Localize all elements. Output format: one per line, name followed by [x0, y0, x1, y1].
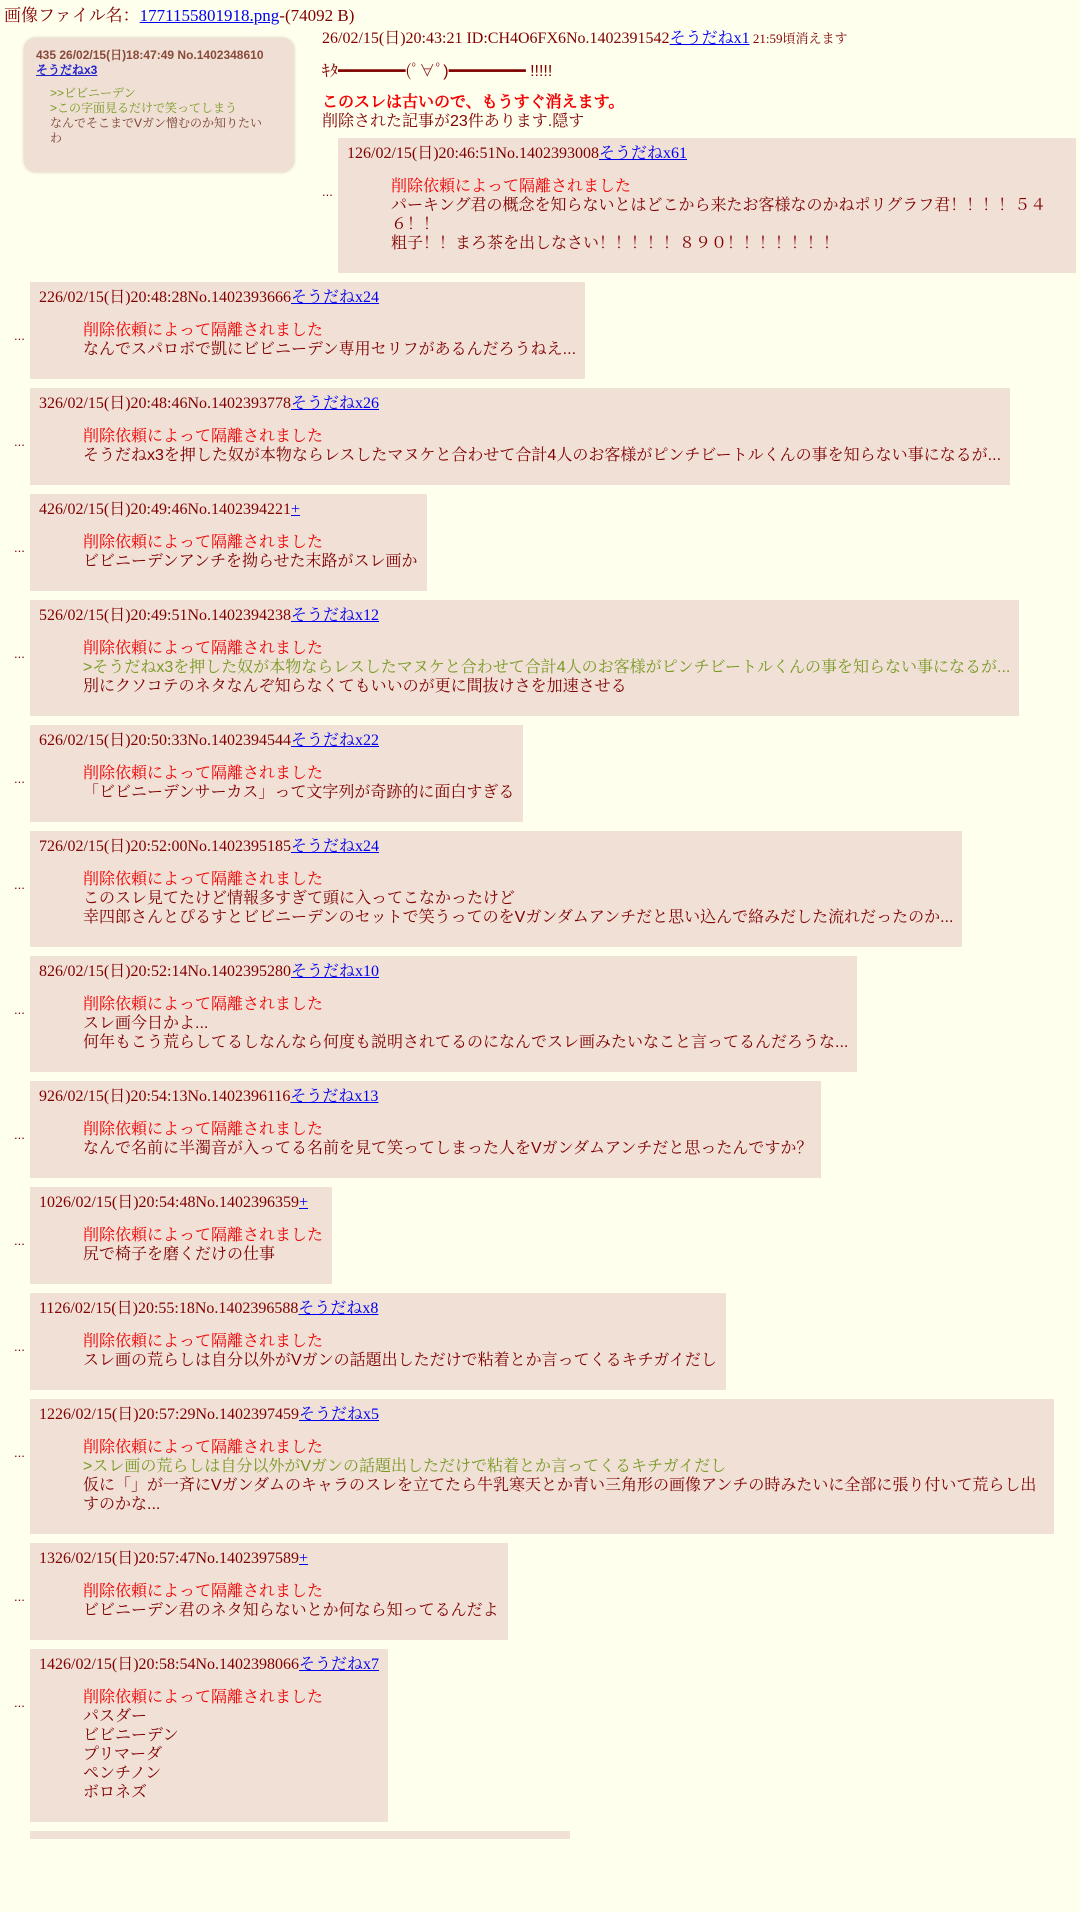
post-text-line: パスダー — [83, 1708, 148, 1725]
replies — [4, 138, 1076, 1839]
sodane-link[interactable]: そうだねx12 — [291, 607, 380, 624]
reply-post — [14, 600, 1076, 716]
post-body — [83, 1226, 323, 1264]
deleted-notice-line: 削除依頼によって隔離されました — [83, 534, 324, 551]
filename-link[interactable]: 1771155801918.png — [139, 6, 280, 25]
reply-post-box — [30, 1293, 726, 1390]
post-header — [39, 1404, 1045, 1425]
reply-post-box — [30, 282, 585, 379]
sodane-link[interactable]: そうだねx7 — [299, 1656, 380, 1673]
deleted-notice-line: 削除依頼によって隔離されました — [83, 322, 324, 339]
sodane-link[interactable]: + — [299, 1550, 309, 1567]
reply-post-box — [30, 956, 857, 1072]
reply-post-box — [30, 388, 1010, 485]
post-header — [39, 730, 514, 751]
post-header — [39, 836, 953, 857]
post-menu-dots[interactable]: ... — [14, 1445, 25, 1460]
sodane-link[interactable]: + — [299, 1194, 309, 1211]
post-header — [347, 143, 1067, 164]
reply-post — [14, 1399, 1076, 1534]
deleted-notice-line: 削除依頼によって隔離されました — [83, 1689, 324, 1706]
sodane-link[interactable]: そうだねx24 — [291, 838, 380, 855]
post-header — [39, 1548, 499, 1569]
reply-post-box — [338, 138, 1076, 273]
reply-post-box — [30, 725, 523, 822]
post-body — [391, 177, 1067, 253]
reply-post-box — [30, 831, 962, 947]
post-text-line: スレ画の荒らしは自分以外がVガンの話題出しただけで粘着とか言ってくるキチガイだし — [83, 1352, 717, 1369]
sodane-link[interactable]: + — [291, 501, 301, 518]
quote-line: >スレ画の荒らしは自分以外がVガンの話題出しただけで粘着とか言ってくるキチガイだし — [83, 1458, 727, 1475]
post-header — [39, 1654, 379, 1675]
post-menu-dots[interactable]: ... — [14, 1233, 25, 1248]
post-menu-dots[interactable]: ... — [14, 328, 25, 343]
op-sodane-link[interactable]: そうだねx1 — [669, 30, 750, 47]
post-header-text: 426/02/15(日)20:49:46No.1402394221 — [39, 501, 291, 518]
post-header-text: 626/02/15(日)20:50:33No.1402394544 — [39, 732, 291, 749]
post-header-text: 826/02/15(日)20:52:14No.1402395280 — [39, 963, 291, 980]
post-body — [83, 1120, 812, 1158]
filesize: -(74092 B) — [279, 6, 355, 25]
deleted-count-text: 削除された記事が23件あります. — [322, 113, 553, 130]
deleted-notice-line: 削除依頼によって隔離されました — [391, 178, 632, 195]
post-body — [83, 995, 848, 1052]
post-text-line: パーキング君の概念を知らないとはどこから来たお客様なのかねポリグラフ君！！！！５４６！！ — [391, 197, 1047, 233]
post-menu-dots[interactable]: ... — [14, 1127, 25, 1142]
post-menu-dots[interactable]: ... — [14, 646, 25, 661]
reply-post — [14, 1187, 1076, 1284]
thumb-text-line: わ — [50, 131, 63, 145]
post-header — [39, 1192, 323, 1213]
post-menu-dots[interactable]: ... — [322, 184, 333, 199]
sodane-link[interactable]: そうだねx26 — [291, 395, 380, 412]
thumb-sodane-link: そうだねx3 — [36, 63, 98, 77]
post-header-text: 726/02/15(日)20:52:00No.1402395185 — [39, 838, 291, 855]
post-header — [39, 1086, 812, 1107]
post-menu-dots[interactable]: ... — [14, 1695, 25, 1710]
reply-post — [14, 725, 1076, 822]
post-body — [83, 533, 418, 571]
post-text-line: なんで名前に半濁音が入ってる名前を見て笑ってしまった人をVガンダムアンチだと思ったんですか？ — [83, 1140, 813, 1157]
post-header — [39, 961, 848, 982]
thumb-quote-line: >>ビビニーデン — [50, 86, 136, 100]
post-body — [83, 870, 953, 927]
post-menu-dots[interactable]: ... — [14, 771, 25, 786]
post-header-text: 326/02/15(日)20:48:46No.1402393778 — [39, 395, 291, 412]
deleted-notice-line: 削除依頼によって隔離されました — [83, 1439, 324, 1456]
deleted-notice-line: 削除依頼によって隔離されました — [83, 765, 324, 782]
post-text-line: プリマーダ — [83, 1746, 163, 1763]
post-menu-dots[interactable]: ... — [14, 1589, 25, 1604]
sodane-link[interactable]: そうだねx22 — [291, 732, 380, 749]
reply-post-box — [30, 1649, 388, 1822]
post-text-line: スレ画今日かよ... — [83, 1015, 209, 1032]
quote-line: >そうだねx3を押した奴が本物ならレスしたマヌケと合わせて合計4人のお客様がピンチビートルくんの事を知らない事になるが... — [83, 659, 1011, 676]
post-menu-dots[interactable]: ... — [14, 877, 25, 892]
reply-post — [322, 138, 1076, 273]
reply-post-box — [30, 1543, 508, 1640]
post-menu-dots[interactable]: ... — [14, 540, 25, 555]
post-text-line: 尻で椅子を磨くだけの仕事 — [83, 1246, 276, 1263]
sodane-link[interactable]: そうだねx61 — [599, 145, 688, 162]
post-body — [83, 321, 576, 359]
post-header — [39, 393, 1001, 414]
reply-post-box — [30, 494, 427, 591]
post-header-text: 226/02/15(日)20:48:28No.1402393666 — [39, 289, 291, 306]
deleted-notice-line: 削除依頼によって隔離されました — [83, 428, 324, 445]
thumb-post-header: 435 26/02/15(日)18:47:49 No.1402348610 — [36, 48, 264, 62]
sodane-link[interactable]: そうだねx5 — [299, 1406, 380, 1423]
reply-post — [14, 282, 1076, 379]
post-header — [39, 1298, 717, 1319]
post-text-line: 別にクソコテのネタなんぞ知らなくてもいいのが更に間抜けさを加速させる — [83, 678, 627, 695]
post-header-text: 1226/02/15(日)20:57:29No.1402397459 — [39, 1406, 299, 1423]
post-text-line: ビビニーデンアンチを拗らせた末路がスレ画か — [83, 553, 418, 570]
post-header-text: 1426/02/15(日)20:58:54No.1402398066 — [39, 1656, 299, 1673]
post-header-text: 1026/02/15(日)20:54:48No.1402396359 — [39, 1194, 299, 1211]
deleted-notice-line: 削除依頼によって隔離されました — [83, 1121, 324, 1138]
post-body — [83, 1688, 379, 1802]
thumb-post-body — [50, 86, 284, 146]
post-text-line: そうだねx3を押した奴が本物ならレスしたマヌケと合わせて合計4人のお客様がピンチビートルくんの事を知らない事になるが... — [83, 447, 1002, 464]
reply-post-stub — [30, 1831, 570, 1839]
deleted-notice-line: 削除依頼によって隔離されました — [83, 640, 324, 657]
post-header — [39, 287, 576, 308]
filename-label: 画像ファイル名： — [4, 6, 140, 25]
thumb-text-line: なんでそこまでVガン憎むのか知りたい — [50, 116, 263, 130]
reply-post — [14, 494, 1076, 591]
filename-line — [4, 4, 1076, 28]
reply-post-box — [30, 1081, 821, 1178]
deleted-notice-line: 削除依頼によって隔離されました — [83, 1227, 324, 1244]
reply-post-box — [30, 1187, 332, 1284]
thread-expiry-warning: このスレは古いので、もうすぐ消えます。 — [322, 94, 625, 111]
post-text-line: 「ビビニーデンサーカス」って文字列が奇跡的に面白すぎる — [83, 784, 515, 801]
reply-post-box — [30, 600, 1019, 716]
post-header-text: 526/02/15(日)20:49:51No.1402394238 — [39, 607, 291, 624]
post-menu-dots[interactable]: ... — [14, 1339, 25, 1354]
post-text-line: 仮に「」が一斉にVガンダムのキャラのスレを立てたら牛乳寒天とか青い三角形の画像アンチの時みたいに全部に張り付いて荒らし出すのかな... — [83, 1477, 1037, 1513]
post-header-text: 926/02/15(日)20:54:13No.1402396116 — [39, 1088, 291, 1105]
post-text-line: このスレ見てたけど情報多すぎて頭に入ってこなかったけど — [83, 890, 516, 907]
sodane-link[interactable]: そうだねx24 — [291, 289, 380, 306]
post-text-line: ボロネズ — [83, 1784, 148, 1801]
op-expire-note: 21:59頃消えます — [749, 31, 848, 46]
reply-post — [14, 388, 1076, 485]
post-text-line: なんでスパロボで凱にビビニーデン専用セリフがあるんだろうねえ... — [83, 341, 577, 358]
reply-post — [14, 956, 1076, 1072]
post-header — [39, 499, 418, 520]
op-thumbnail-image[interactable] — [24, 38, 294, 172]
reply-post — [14, 1293, 1076, 1390]
reply-post — [14, 831, 1076, 947]
post-body — [83, 639, 1010, 696]
post-text-line: ペンチノン — [83, 1765, 162, 1782]
post-body — [83, 1332, 717, 1370]
deleted-notice-line: 削除依頼によって隔離されました — [83, 871, 324, 888]
post-header-text: 1126/02/15(日)20:55:18No.1402396588 — [39, 1300, 299, 1317]
sodane-link[interactable]: そうだねx8 — [298, 1300, 379, 1317]
reply-post — [14, 1081, 1076, 1178]
post-body — [83, 1582, 499, 1620]
post-menu-dots[interactable]: ... — [14, 1002, 25, 1017]
hide-deleted-button[interactable]: 隠す — [552, 113, 585, 130]
post-text-line: 粗子！！まろ茶を出しなさい！！！！！８９０！！！！！！！ — [391, 235, 840, 252]
deleted-notice-line: 削除依頼によって隔離されました — [83, 1333, 324, 1350]
op-body-text: ｷﾀ━━━━━━━(ﾟ∀ﾟ)━━━━━━━━ !!!!! — [322, 63, 553, 80]
post-header-text: 126/02/15(日)20:46:51No.1402393008 — [347, 145, 599, 162]
post-text-line: ビビニーデン君のネタ知らないとか何なら知ってるんだよ — [83, 1602, 499, 1619]
reply-post — [14, 1543, 1076, 1640]
post-text-line: 何年もこう荒らしてるしなんなら何度も説明されてるのになんでスレ画みたいなこと言ってるんだろうな... — [83, 1034, 849, 1051]
deleted-notice-line: 削除依頼によって隔離されました — [83, 1583, 324, 1600]
post-body — [83, 1438, 1045, 1514]
reply-post-box — [30, 1399, 1054, 1534]
post-text-line: ビビニーデン — [83, 1727, 179, 1744]
post-text-line: 幸四郎さんとぴるすとビビニーデンのセットで笑うってのをVガンダムアンチだと思い込んで絡みだした流れだったのか... — [83, 909, 954, 926]
thumb-quote-line: >この字面見るだけで笑ってしまう — [50, 101, 238, 115]
sodane-link[interactable]: そうだねx13 — [290, 1088, 379, 1105]
sodane-link[interactable]: そうだねx10 — [291, 963, 380, 980]
post-menu-dots[interactable]: ... — [14, 434, 25, 449]
deleted-notice-line: 削除依頼によって隔離されました — [83, 996, 324, 1013]
reply-post — [14, 1649, 1076, 1822]
post-header-text: 1326/02/15(日)20:57:47No.1402397589 — [39, 1550, 299, 1567]
post-header — [39, 605, 1010, 626]
op-header-text: 26/02/15(日)20:43:21 ID:CH4O6FX6No.1402391542 — [322, 30, 670, 47]
post-body — [83, 427, 1001, 465]
post-body — [83, 764, 514, 802]
